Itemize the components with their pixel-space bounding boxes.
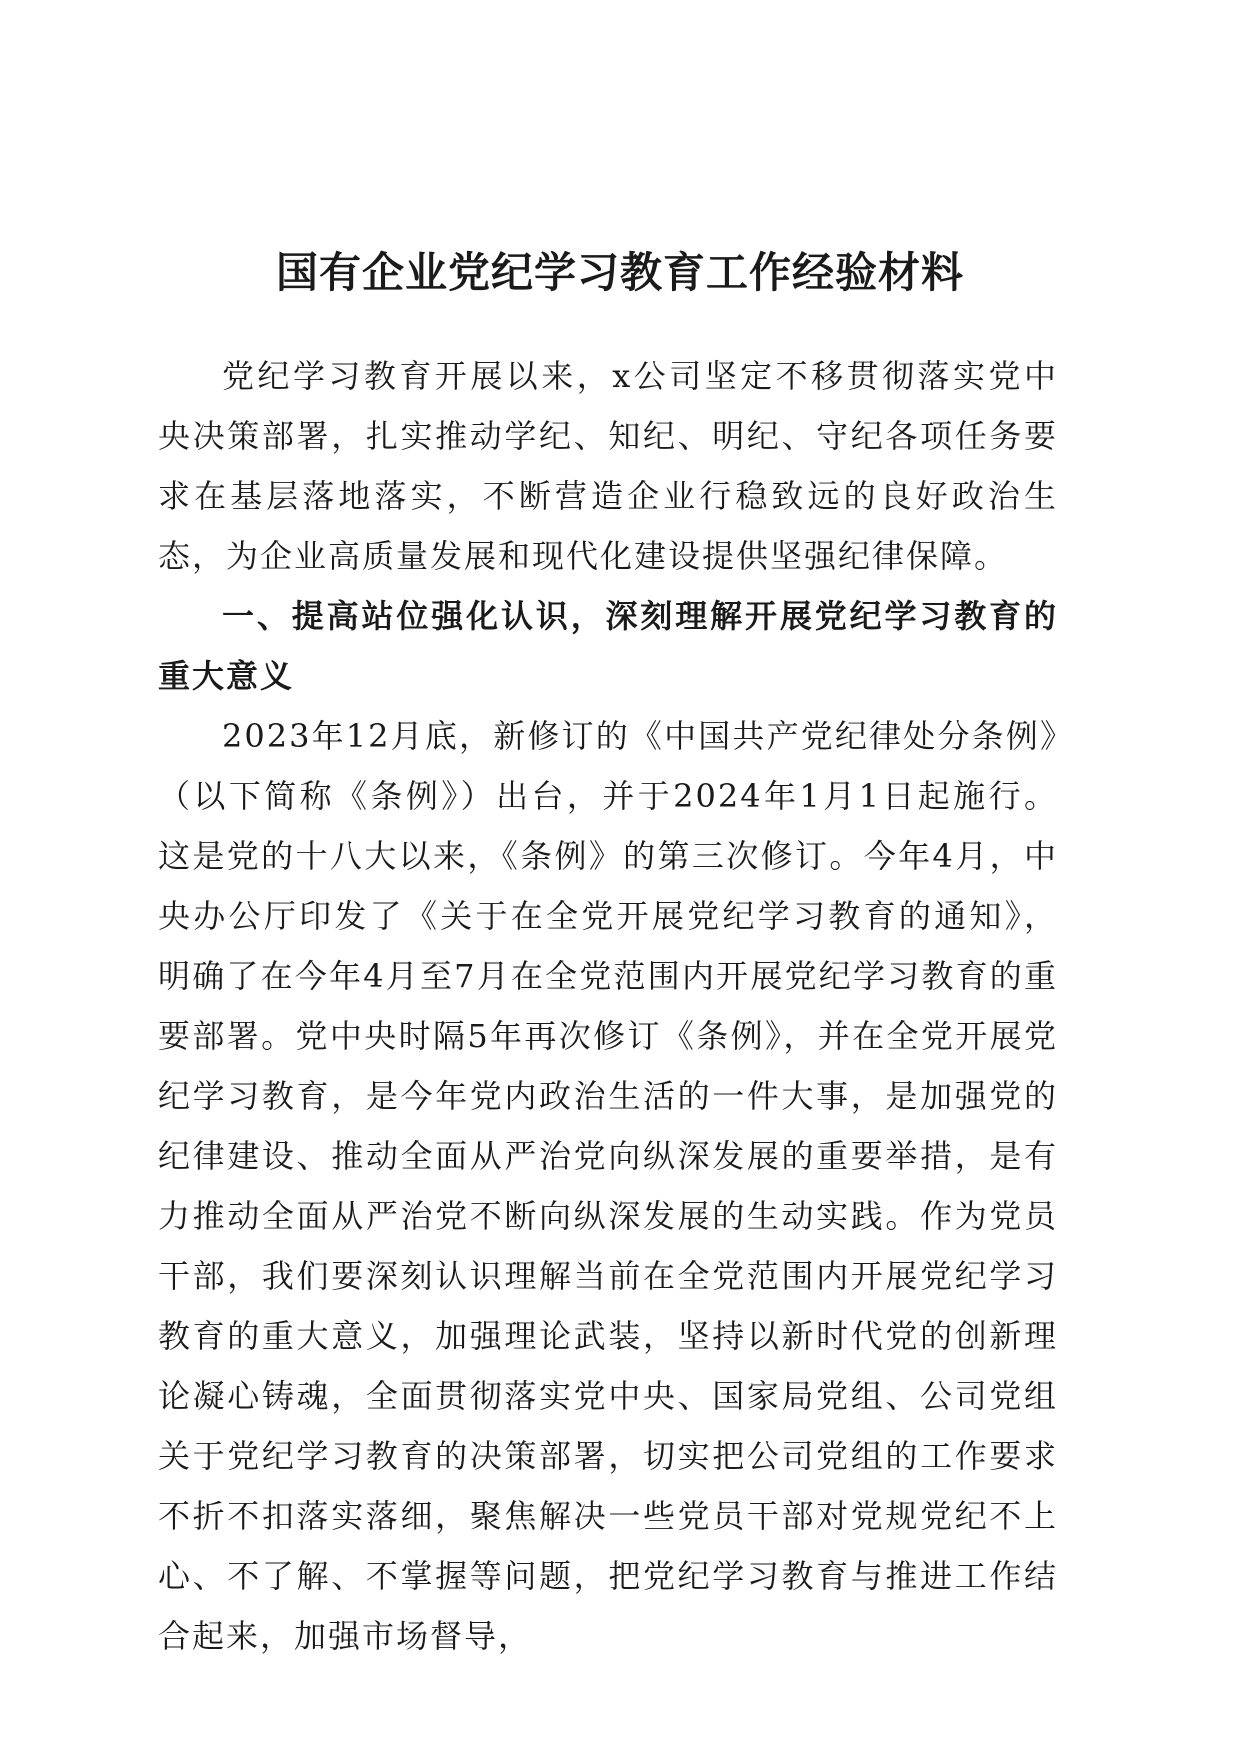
document-title: 国有企业党纪学习教育工作经验材料 [275,248,964,297]
section-1-paragraph: 2023年12月底，新修订的《中国共产党纪律处分条例》（以下简称《条例》）出台，并于2024年1月1日起施行。这是党的十八大以来，《条例》的第三次修订。今年4月，中央办公厅印发了《关于在全党开展党纪学习教育的通知》，明确了在今年4月至7月在全党范围内开展党纪学习教育的重要部署。党中央时隔5年再次修订《条例》，并在全党开展党纪学习教育，是今年党内政治生活的一件大事，是加强党的纪律建设、推动全面从严治党向纵深发展的重要举措，是有力推动全面从严治党不断向纵深发展的生动实践。作为党员干部，我们要深刻认识理解当前在全党范围内开展党纪学习教育的重大意义，加强理论武装，坚持以新时代党的创新理论凝心铸魂，全面贯彻落实党中央、国家局党组、公司党组关于党纪学习教育的决策部署，切实把公司党组的工作要求不折不扣落实落细，聚焦解决一些党员干部对党规党纪不上心、不了解、不掌握等问题，把党纪学习教育与推进工作结合起来，加强市场督导， [158,717,1058,1655]
intro-paragraph: 党纪学习教育开展以来，x公司坚定不移贯彻落实党中央决策部署，扎实推动学纪、知纪、明纪、守纪各项任务要求在基层落地落实，不断营造企业行稳致远的良好政治生态，为企业高质量发展和现代化建设提供坚强纪律保障。 [158,357,1058,575]
section-heading-1: 一、提高站位强化认识，深刻理解开展党纪学习教育的重大意义 [158,597,1058,695]
document-body [158,346,1058,1666]
